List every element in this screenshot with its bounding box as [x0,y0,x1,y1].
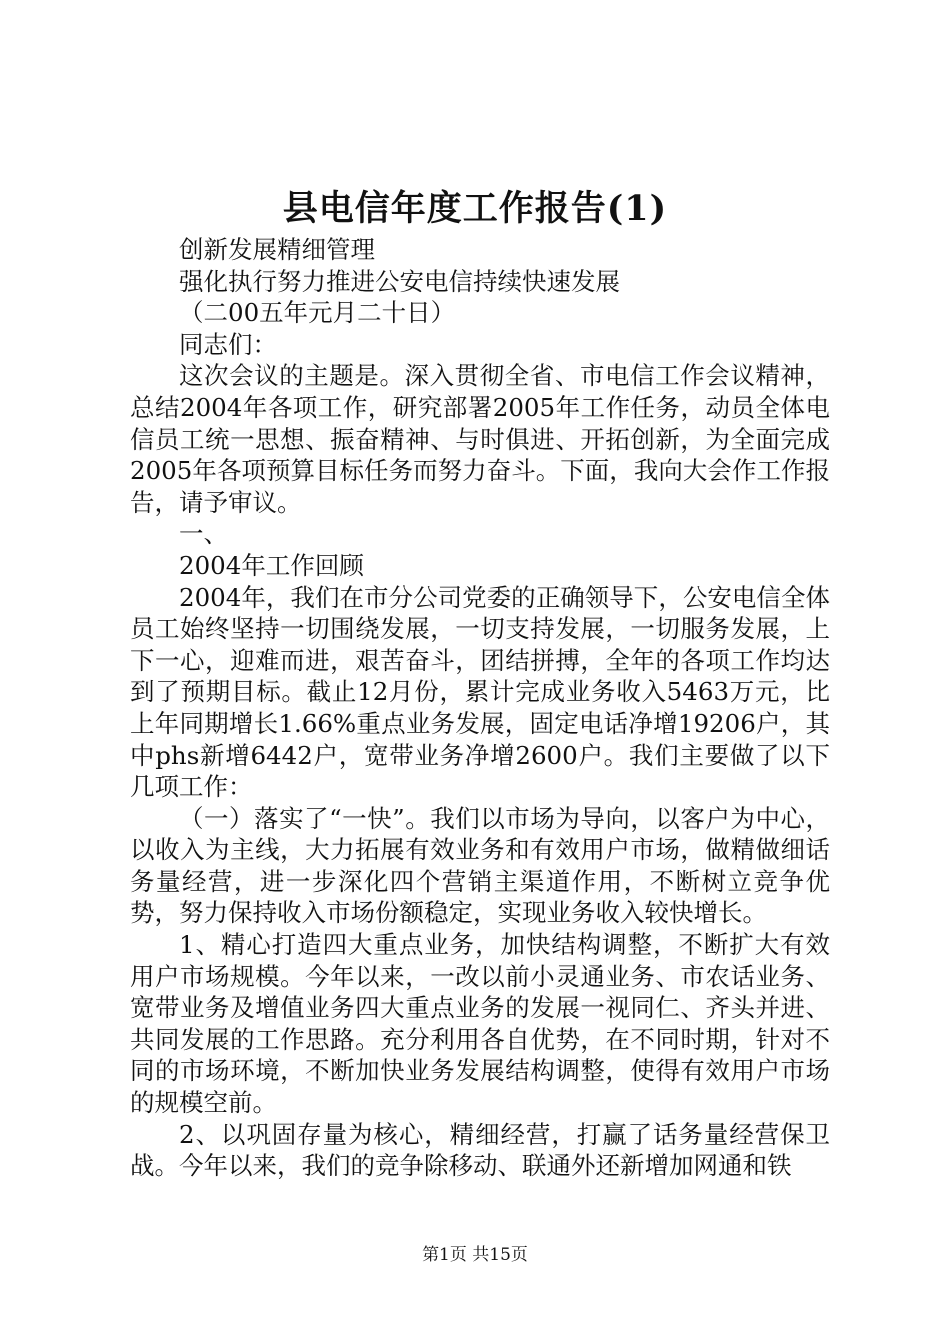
page-footer: 第1页 共15页 [422,1245,528,1265]
paragraph-intro: 这次会议的主题是。深入贯彻全省、市电信工作会议精神，总结2004年各项工作，研究部署2005年工作任务，动员全体电信员工统一思想、振奋精神、与时俱进、开拓创新，为全面完成2005年各项预算目标任务而努力奋斗。下面，我向大会作工作报告，请予审议。 [130,361,830,517]
document-title: 县电信年度工作报告(1) [282,188,668,229]
salutation: 同志们： [179,329,277,359]
section-heading: 2004年工作回顾 [179,550,364,580]
section-number: 一、 [179,519,228,549]
paragraph-item-1: （一）落实了“一快”。我们以市场为导向，以客户为中心，以收入为主线，大力拓展有效业务和有效用户市场，做精做细话务量经营，进一步深化四个营销主渠道作用，不断树立竞争优势，努力保持收入市场份额稳定，实现业务收入较快增长。 [130,803,830,928]
subtitle-line-2: 强化执行努力推进公安电信持续快速发展 [179,266,620,296]
subtitle-line-1: 创新发展精细管理 [179,235,375,264]
paragraph-subitem-1: 1、精心打造四大重点业务，加快结构调整，不断扩大有效用户市场规模。今年以来，一改以前小灵通业务、市农话业务、宽带业务及增值业务四大重点业务的发展一视同仁、齐头并进、共同发展的工作思路。充分利用各自优势，在不同时期，针对不同的市场环境，不断加快业务发展结构调整，使得有效用户市场的规模空前。 [130,930,830,1118]
document-body [130,234,830,1182]
paragraph-review: 2004年，我们在市分公司党委的正确领导下，公安电信全体员工始终坚持一切围绕发展，一切支持发展，一切服务发展，上下一心，迎难而进，艰苦奋斗，团结拼搏，全年的各项工作均达到了预期目标。截止12月份，累计完成业务收入5463万元，比上年同期增长1.66%重点业务发展，固定电话净增19206户，其中phs新增6442户，宽带业务净增2600户。我们主要做了以下几项工作： [130,582,830,802]
paragraph-subitem-2: 2、以巩固存量为核心，精细经营，打赢了话务量经营保卫战。今年以来，我们的竞争除移动、联通外还新增加网通和铁 [130,1119,830,1181]
report-date: （二00五年元月二十日） [179,298,456,328]
